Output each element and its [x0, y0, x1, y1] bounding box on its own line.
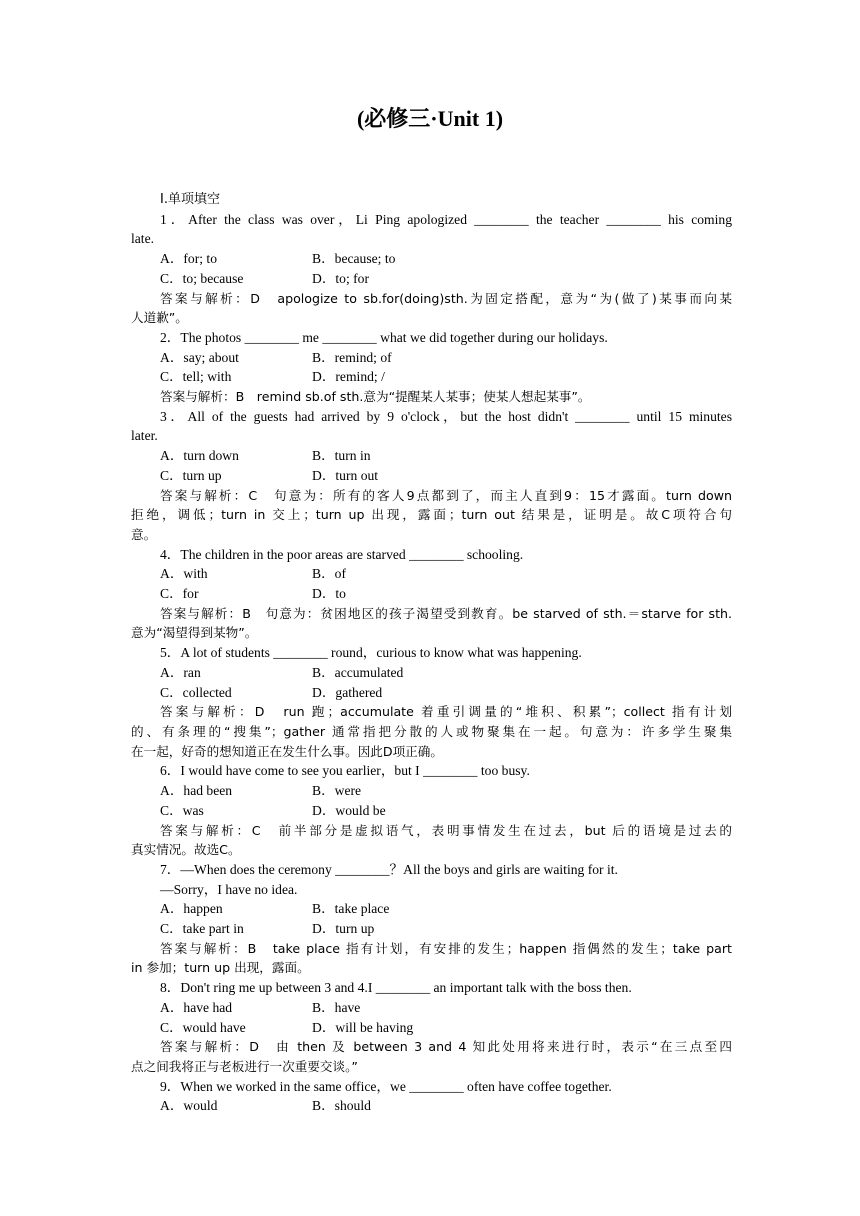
option-a: A．have had — [160, 999, 233, 1015]
exercise-content — [131, 190, 732, 1116]
option-d: D．remind; / — [312, 369, 385, 385]
question-7-text-cont: —Sorry，I have no idea. — [160, 881, 298, 897]
option-d: D．to; for — [312, 270, 370, 286]
option-d: D．to — [312, 586, 346, 602]
question-3-answer-cont: 拒绝，调低；turn in 交上；turn up 出现，露面；turn out 结果是，证明是。故C项符合句 — [131, 507, 732, 523]
question-7-options-row2 — [131, 919, 732, 939]
question-1-answer-cont: 人道歉”。 — [131, 310, 188, 326]
question-8-options-row1 — [131, 998, 732, 1018]
option-d: D．will be having — [312, 1019, 414, 1035]
option-b: B．remind; of — [312, 349, 392, 365]
question-2-options-row2 — [131, 367, 732, 387]
question-5-answer-end: 在一起，好奇的想知道正在发生什么事。因此D项正确。 — [131, 743, 443, 759]
option-a: A．with — [160, 566, 208, 582]
question-6-answer: 答案与解析：C 前半部分是虚拟语气，表明事情发生在过去，but 后的语境是过去的 — [160, 822, 732, 838]
option-c: C．for — [160, 586, 199, 602]
option-b: B．were — [312, 783, 362, 799]
question-2-options-row1 — [131, 348, 732, 368]
option-b: B．turn in — [312, 448, 371, 464]
question-2-text: 2．The photos ________ me ________ what we did together during our holidays. — [160, 329, 608, 345]
question-6-text: 6．I would have come to see you earlier，but I ________ too busy. — [160, 763, 530, 779]
question-4-answer-cont: 意为“渴望得到某物”。 — [131, 625, 258, 641]
question-1-options-row2 — [131, 269, 732, 289]
question-4-options-row1 — [131, 564, 732, 584]
question-3-text: 3．All of the guests had arrived by 9 o'clock，but the host didn't ________ until 15 minutes — [160, 408, 732, 424]
question-1-text-cont: late. — [131, 231, 155, 247]
option-b: B．have — [312, 999, 361, 1015]
question-9-options-row1 — [131, 1096, 732, 1116]
question-3-answer-end: 意。 — [131, 526, 157, 542]
question-1-options-row1 — [131, 249, 732, 269]
option-c: C．to; because — [160, 270, 244, 286]
question-6-options-row2 — [131, 801, 732, 821]
option-c: C．turn up — [160, 467, 222, 483]
option-d: D．turn out — [312, 467, 379, 483]
option-b: B．because; to — [312, 251, 396, 267]
option-c: C．collected — [160, 684, 232, 700]
option-a: A．turn down — [160, 448, 239, 464]
question-3-options-row1 — [131, 446, 732, 466]
option-c: C．tell; with — [160, 369, 232, 385]
question-8-answer-cont: 点之间我将正与老板进行一次重要交谈。” — [131, 1058, 358, 1074]
option-b: B．take place — [312, 901, 390, 917]
question-1-answer: 答案与解析：D apologize to sb.for(doing)sth.为固定搭配，意为“为(做了)某事而向某 — [160, 290, 732, 306]
question-8-text: 8．Don't ring me up between 3 and 4.I ________ an important talk with the boss then. — [160, 980, 632, 996]
option-b: B．accumulated — [312, 664, 404, 680]
option-d: D．turn up — [312, 921, 375, 937]
question-5-answer-cont: 的、有条理的“搜集”；gather 通常指把分散的人或物聚集在一起。句意为：许多学生聚集 — [131, 723, 732, 739]
question-9-text: 9．When we worked in the same office，we ________ often have coffee together. — [160, 1078, 612, 1094]
question-5-text: 5．A lot of students ________ round，curious to know what was happening. — [160, 645, 582, 661]
option-c: C．take part in — [160, 921, 244, 937]
option-c: C．was — [160, 802, 204, 818]
question-3-options-row2 — [131, 466, 732, 486]
question-8-options-row2 — [131, 1018, 732, 1038]
question-5-options-row2 — [131, 683, 732, 703]
question-7-options-row1 — [131, 899, 732, 919]
option-b: B．should — [312, 1098, 371, 1114]
question-7-answer-cont: in 参加；turn up 出现，露面。 — [131, 960, 310, 976]
option-a: A．happen — [160, 901, 223, 917]
question-1-text: 1．After the class was over，Li Ping apologized ________ the teacher ________ his coming — [160, 211, 732, 227]
question-3-text-cont: later. — [131, 428, 158, 444]
question-3-answer: 答案与解析：C 句意为：所有的客人9点都到了，而主人直到9：15才露面。turn down — [160, 487, 732, 503]
option-a: A．for; to — [160, 251, 218, 267]
question-8-answer: 答案与解析：D 由 then 及 between 3 and 4 知此处用将来进行时，表示“在三点至四 — [160, 1039, 732, 1055]
section-heading: Ⅰ.单项填空 — [160, 192, 220, 207]
question-4-text: 4．The children in the poor areas are starved ________ schooling. — [160, 546, 524, 562]
question-6-answer-cont: 真实情况。故选C。 — [131, 842, 241, 858]
question-4-options-row2 — [131, 584, 732, 604]
question-5-answer: 答案与解析：D run 跑；accumulate 着重引调量的“堆积、积累”；collect 指有计划 — [160, 704, 732, 720]
question-5-options-row1 — [131, 663, 732, 683]
question-7-answer: 答案与解析：B take place 指有计划，有安排的发生；happen 指偶然的发生；take part — [160, 940, 732, 956]
option-c: C．would have — [160, 1019, 246, 1035]
option-d: D．would be — [312, 802, 386, 818]
option-a: A．say; about — [160, 349, 239, 365]
option-a: A．would — [160, 1098, 218, 1114]
option-d: D．gathered — [312, 684, 383, 700]
option-a: A．ran — [160, 664, 201, 680]
question-7-text: 7．—When does the ceremony ________？All the boys and girls are waiting for it. — [160, 861, 618, 877]
question-4-answer: 答案与解析：B 句意为：贫困地区的孩子渴望受到教育。be starved of sth.＝starve for sth. — [160, 605, 732, 621]
question-6-options-row1 — [131, 781, 732, 801]
option-b: B．of — [312, 566, 346, 582]
option-a: A．had been — [160, 783, 233, 799]
question-2-answer: 答案与解析：B remind sb.of sth.意为“提醒某人某事；使某人想起某事”。 — [160, 389, 591, 405]
page-title: (必修三·Unit 1) — [356, 106, 504, 131]
